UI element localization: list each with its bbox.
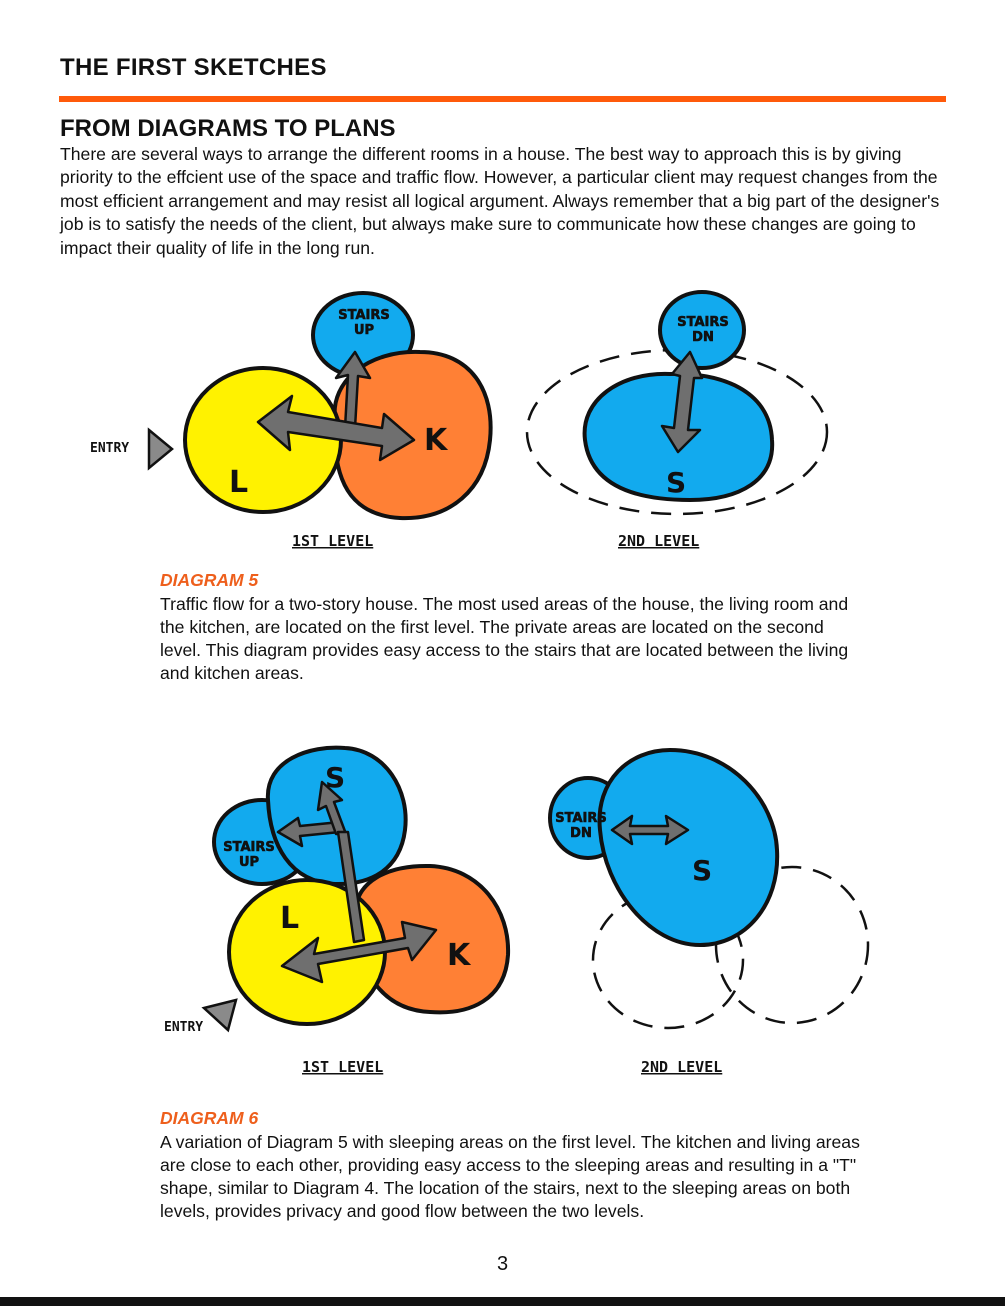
stairs-up-label-2: UP xyxy=(238,855,260,870)
intro-paragraph: There are several ways to arrange the different rooms in a house. The best way to approach this is by giving priority to the effcient use of the space and traffic flow. However, a particular client may request changes from the most efficient arrangement and may resist all logical argument. Always remember that a big part of the designer's job is to satisfy the needs of the client, but always make sure to communicate how these changes are going to impact their quality of life in the long run. xyxy=(60,144,940,258)
kitchen-label: K xyxy=(447,938,471,973)
entry-label: ENTRY xyxy=(90,441,130,456)
section-title: THE FIRST SKETCHES xyxy=(60,54,327,81)
level2-label: 2ND LEVEL xyxy=(618,532,700,550)
diagram-5-caption: Traffic flow for a two-story house. The most used areas of the house, the living room and the kitchen, are located on the first level. The private areas are located on the second level. This diagram provides easy access to the stairs that are located between the living and kitchen areas. xyxy=(160,594,849,683)
sleeping-label-2: S xyxy=(692,854,713,887)
stairs-up-label-1: STAIRS xyxy=(223,840,275,855)
diagram-6-label: DIAGRAM 6 xyxy=(160,1108,259,1128)
bottom-bar xyxy=(0,1297,1005,1306)
stairs-dn-label-2: DN xyxy=(692,330,714,345)
diagram-5-label: DIAGRAM 5 xyxy=(160,570,259,590)
entry-marker-icon xyxy=(149,430,172,468)
living-bubble xyxy=(185,368,341,512)
sleeping-bubble-2 xyxy=(600,750,778,945)
entry-marker-icon xyxy=(204,1000,236,1030)
living-label: L xyxy=(280,901,300,936)
stairs-up-label-1: STAIRS xyxy=(338,308,390,323)
stairs-dn-label-1: STAIRS xyxy=(555,811,607,826)
kitchen-label: K xyxy=(424,423,448,458)
stairs-dn-label-2: DN xyxy=(570,826,592,841)
stairs-dn-label-1: STAIRS xyxy=(677,315,729,330)
subtitle: FROM DIAGRAMS TO PLANS xyxy=(60,115,396,142)
page-number: 3 xyxy=(496,1253,509,1275)
stairs-up-label-2: UP xyxy=(353,323,375,338)
orange-divider xyxy=(59,96,946,102)
level1-label: 1ST LEVEL xyxy=(302,1058,384,1076)
level2-label: 2ND LEVEL xyxy=(641,1058,723,1076)
sleeping-label: S xyxy=(666,466,687,499)
level1-label: 1ST LEVEL xyxy=(292,532,374,550)
entry-label: ENTRY xyxy=(164,1020,204,1035)
living-label: L xyxy=(229,465,249,500)
sleeping-label-1: S xyxy=(325,761,346,794)
diagram-5 xyxy=(0,290,1005,555)
diagram-6 xyxy=(0,735,1005,1085)
diagram-6-caption: A variation of Diagram 5 with sleeping areas on the first level. The kitchen and living areas are close to each other, providing easy access to the sleeping areas and resulting in a "T" shape, similar to Diagram 4. The location of the stairs, next to the sleeping areas on both levels, provides privacy and good flow between the two levels. xyxy=(160,1132,860,1221)
